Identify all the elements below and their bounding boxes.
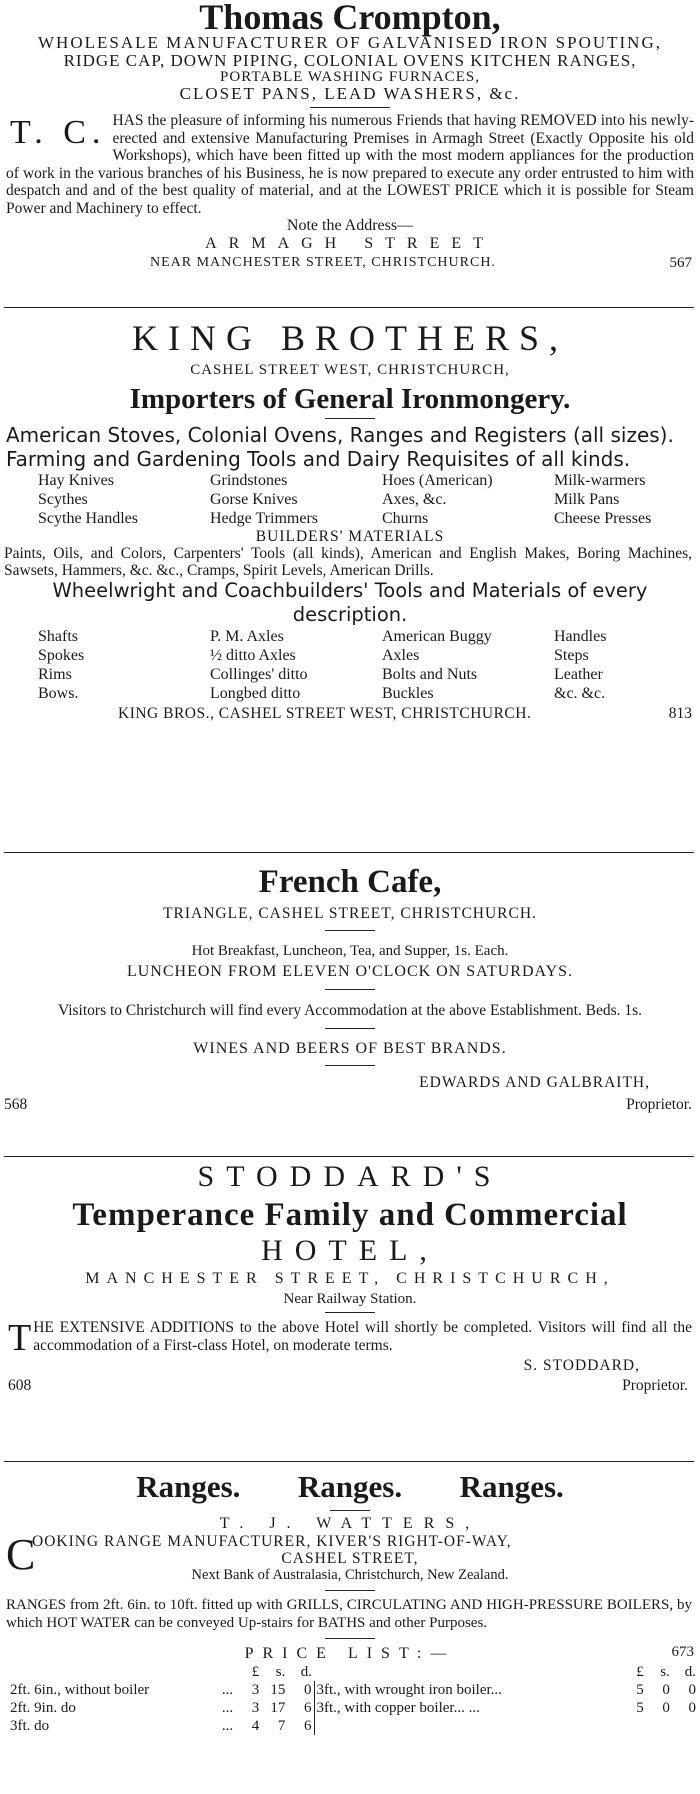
ranges-number: 673 [671,1644,694,1660]
french-visitors: Visitors to Christchurch will find every Accommodation at the above Establishment. Beds. 1s. [57,1002,643,1019]
french-name: French Cafe, [258,864,442,900]
crompton-line1: WHOLESALE MANUFACTURER OF GALVANISED IRON SPOUTING, [38,33,662,52]
stoddard-dropcap: T [8,1317,32,1359]
list-item: Churns [382,510,429,527]
king-wheel-heading: Wheelwright and Coachbuilders' Tools and Materials of every description. [52,579,648,626]
crompton-note: Note the Address— [286,217,414,234]
currency-pound: £ [636,1664,644,1680]
row-item-right [314,1717,620,1735]
crompton-street: ARMAGH STREET [205,235,495,252]
divider [325,989,375,990]
table-row [8,1699,698,1717]
king-footer [0,703,700,725]
row-item: 3ft., with copper boiler... [316,1700,465,1716]
divider [325,1312,375,1313]
list-item: ½ ditto Axles [210,647,296,664]
king-intro: American Stoves, Colonial Ovens, Ranges and Registers (all sizes). Farming and Gardening Tools and Dairy Requisites of all kinds. [6,423,674,471]
crompton-dropcap: T. C. [10,114,107,151]
divider [4,307,694,308]
divider [4,1156,694,1157]
stoddard-body [0,1317,700,1359]
list-item: Scythe Handles [38,510,138,527]
ranges-price-title: PRICE LIST:— [244,1645,456,1662]
ranges-headline-1: Ranges. [136,1469,241,1504]
stoddard-name: STODDARD'S [197,1160,503,1193]
list-item: Collinges' ditto [210,666,308,683]
divider [325,1028,375,1029]
crompton-ad [0,0,700,273]
row-pounds: 5 [636,1682,644,1698]
list-item: Leather [554,666,603,683]
ranges-line3: Next Bank of Australasia, Christchurch, New Zealand. [191,1567,509,1583]
stoddard-proprietor: Proprietor. [622,1377,688,1394]
list-item: Scythes [38,491,88,508]
king-builders-heading: BUILDERS' MATERIALS [255,528,445,545]
french-ad [0,860,700,1114]
stoddard-address: MANCHESTER STREET, CHRISTCHURCH, [85,1270,615,1287]
list-item: P. M. Axles [210,628,284,645]
king-name: KING BROTHERS, [131,318,568,358]
crompton-near: NEAR MANCHESTER STREET, CHRISTCHURCH. [150,255,496,270]
list-item: Axes, &c. [382,491,447,508]
row-pounds: 5 [636,1700,644,1716]
king-items-list [0,471,700,528]
divider [330,1510,370,1511]
row-pence: 0 [688,1700,696,1716]
list-item: Spokes [38,647,85,664]
list-item: Hoes (American) [382,472,493,489]
king-address: CASHEL STREET WEST, CHRISTCHURCH, [190,362,510,378]
french-proprietor: Proprietor. [626,1096,692,1113]
list-item: Grindstones [210,472,288,489]
price-list-table [8,1663,698,1735]
french-wines: WINES AND BEERS OF BEST BRANDS. [193,1040,507,1057]
stoddard-ad [0,1158,700,1395]
crompton-footer [0,253,700,273]
list-item: Bows. [38,685,79,702]
row-item-right [314,1699,620,1717]
french-meals: Hot Breakfast, Luncheon, Tea, and Supper, 1s. Each. [191,943,509,959]
currency-shilling: s. [275,1664,286,1680]
list-item: Shafts [38,628,78,645]
row-shillings: 15 [270,1682,286,1698]
divider [4,1461,694,1462]
row-shillings: 17 [270,1700,286,1716]
list-item: Handles [554,628,607,645]
list-item: American Buggy [382,628,492,645]
crompton-name: Thomas Crompton, [199,0,501,37]
currency-pence: d. [684,1664,696,1680]
row-pounds: 3 [251,1682,260,1698]
divider [325,1638,375,1639]
row-dots: ... [221,1700,234,1716]
stoddard-number: 608 [8,1377,32,1394]
table-row [8,1717,698,1735]
divider [325,1590,375,1591]
french-luncheon: LUNCHEON FROM ELEVEN O'CLOCK ON SATURDAYS. [126,963,574,980]
row-dots: ... [468,1700,480,1716]
divider [325,930,375,931]
french-address: TRIANGLE, CASHEL STREET, CHRISTCHURCH. [163,905,537,922]
row-shillings: 7 [277,1718,286,1734]
list-item: Cheese Presses [554,510,652,527]
currency-pound: £ [251,1664,260,1680]
list-item: Bolts and Nuts [382,666,478,683]
ranges-dropcap: C [6,1530,36,1579]
king-footer-text: KING BROS., CASHEL STREET WEST, CHRISTCHURCH. [118,705,532,722]
king-number: 813 [668,705,692,722]
ranges-ad [0,1466,700,1735]
french-number: 568 [4,1096,28,1113]
list-item: Rims [38,666,72,683]
crompton-line3: PORTABLE WASHING FURNACES, [220,69,480,85]
stoddard-footer [0,1355,700,1395]
divider [310,107,390,108]
row-item: 2ft. 9in. do [10,1700,76,1716]
row-item: 3ft. do [10,1718,50,1734]
stoddard-headline2: HOTEL, [261,1234,439,1267]
crompton-number: 567 [669,255,692,271]
row-shillings: 0 [662,1682,670,1698]
list-item: Milk Pans [554,491,620,508]
divider [325,418,375,419]
stoddard-body-text: HE EXTENSIVE ADDITIONS to the above Hotel will shortly be completed. Visitors will find all the accommodation of a First-class Hotel, on moderate terms. [33,1319,692,1354]
row-dots: ... [221,1718,234,1734]
list-item: Buckles [382,685,434,702]
row-pence: 6 [304,1700,312,1716]
stoddard-signer: S. STODDARD, [523,1357,640,1374]
row-shillings: 0 [662,1700,670,1716]
king-builders-text: Paints, Oils, and Colors, Carpenters' Tools (all kinds), American and English Makes, Boring Machines, Sawsets, Hammers, &c. &c., Cramps, Spirit Levels, American Drills. [4,545,692,579]
ranges-maker [0,1530,700,1584]
king-ad [0,316,700,725]
row-pence: 0 [688,1682,696,1698]
crompton-body [0,112,700,217]
crompton-line2: RIDGE CAP, DOWN PIPING, COLONIAL OVENS KITCHEN RANGES, [63,51,637,70]
ranges-headline-2: Ranges. [297,1469,403,1504]
row-dots: ... [221,1682,234,1698]
row-pence: 0 [304,1682,312,1698]
ranges-body: RANGES from 2ft. 6in. to 10ft. fitted up with GRILLS, CIRCULATING AND HIGH-PRESSURE BOILERS, by which HOT WATER can be conveyed Up-stairs for BATHS and other Purposes. [6,1597,692,1631]
row-pounds: 4 [251,1718,260,1734]
king-headline: Importers of General Ironmongery. [129,383,571,415]
ranges-name: T. J. WATTERS, [219,1515,481,1532]
row-pounds: 3 [251,1700,260,1716]
row-item: 2ft. 6in., without boiler [10,1682,150,1698]
crompton-body-text: HAS the pleasure of informing his numerous Friends that having REMOVED into his newly-erected and extensive Manufacturing Premises in Armagh Street (Exactly Opposite his old Workshops), which have been fitted up with the most modern appliances for the production of work in the various branches of his Business, he is now prepared to execute any order entrusted to him with despatch and and of the best quality of material, and at the LOWEST PRICE which it is possible for Steam Power and Machinery to effect. [6,112,694,217]
french-proprietor-name: EDWARDS AND GALBRAITH, [419,1074,650,1091]
currency-shilling: s. [660,1664,670,1680]
table-row [8,1681,698,1699]
list-item: &c. &c. [554,685,606,702]
price-list-header [8,1663,698,1681]
list-item: Steps [554,647,589,664]
crompton-line4: CLOSET PANS, LEAD WASHERS, &c. [179,84,521,103]
list-item: Longbed ditto [210,685,301,702]
list-item: Gorse Knives [210,491,298,508]
ranges-headline [0,1466,700,1508]
list-item: Hay Knives [38,472,114,489]
ranges-line1: OOKING RANGE MANUFACTURER, KIVER'S RIGHT-OF-WAY, [32,1533,512,1550]
row-item-right: 3ft., with wrought iron boiler... [314,1681,620,1699]
french-footer [0,1074,700,1114]
divider [4,852,694,853]
list-item: Axles [382,647,420,664]
list-item: Hedge Trimmers [210,510,318,527]
stoddard-headline1: Temperance Family and Commercial [72,1197,628,1233]
stoddard-near: Near Railway Station. [283,1291,417,1307]
king-items2-list [0,627,700,703]
list-item: Milk-warmers [554,472,646,489]
row-pence: 6 [304,1718,312,1734]
ranges-line2: CASHEL STREET, [281,1550,419,1567]
ranges-headline-3: Ranges. [459,1469,564,1504]
currency-pence: d. [300,1664,313,1680]
divider [325,1065,375,1066]
